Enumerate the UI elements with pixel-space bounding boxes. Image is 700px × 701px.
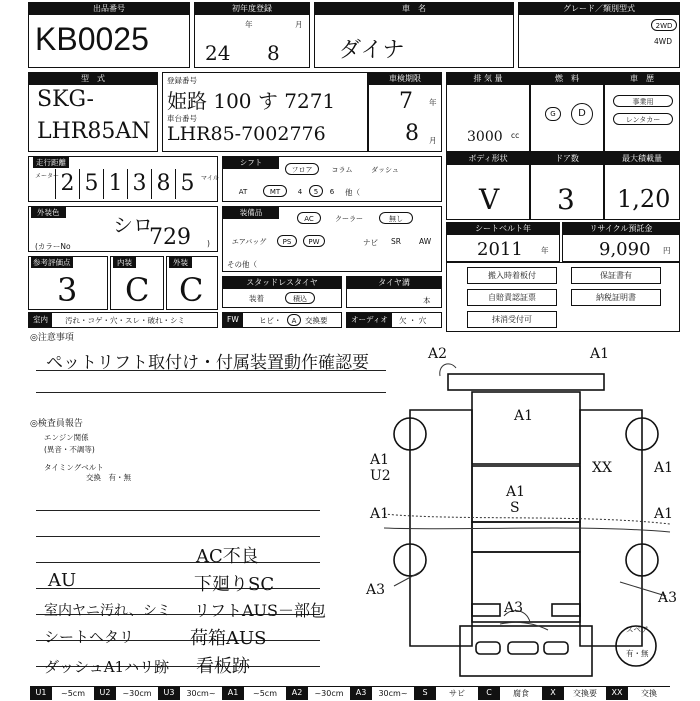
shift-dash-option: ダッシュ (371, 166, 399, 174)
equip-navi-option: ナビ (363, 238, 378, 247)
shift-at-option: AT (238, 188, 248, 196)
tire-label: タイヤ溝 (347, 277, 441, 289)
hand-note-3: リフトAUS－部包 (194, 601, 327, 620)
history-label: 車 歴 (605, 73, 679, 85)
mileage-digit-cells (55, 169, 199, 199)
damage-legend (30, 686, 700, 700)
score-box (28, 256, 108, 310)
history-box (604, 72, 680, 152)
load-value: 1,20 (617, 185, 671, 213)
mark-a1-centre: A1 (506, 484, 526, 500)
legend-description: サビ (436, 686, 478, 700)
exterior-grade-value: C (179, 271, 204, 309)
doors-label: ドア数 (531, 153, 603, 165)
first-reg-year-unit: 年 (245, 20, 253, 29)
color-value: シロ (113, 213, 153, 237)
color-code-label: (カラーNo (35, 242, 71, 251)
legend-description: 腐食 (500, 686, 542, 700)
left-note-2: 室内ヤニ汚れ、シミ (44, 603, 171, 619)
doc-report: 自賠責認証票 (467, 289, 557, 306)
lot-number-value: KB0025 (35, 21, 149, 57)
equip-airbag-option: エアバッグ (231, 238, 267, 246)
mark-a1-left-2: A1 (370, 506, 390, 522)
color-label: 外装色 (31, 207, 66, 218)
lot-number-box (28, 2, 190, 68)
chassis-label: 車台番号 (167, 114, 197, 123)
documents-panel (446, 262, 680, 332)
audio-options: 欠 ・ 穴 (399, 316, 427, 325)
bed-rear-section (472, 552, 580, 622)
inspection-month-unit: 月 (429, 136, 437, 145)
hand-note-5: 看板跡 (196, 656, 250, 677)
mileage-digit: 8 (151, 169, 175, 199)
score-label: 参考評価点 (33, 258, 71, 267)
displacement-unit: cc (511, 131, 520, 140)
seatbelt-value: 2011 (477, 239, 523, 260)
shift-label: シフト (223, 157, 279, 169)
mileage-unit: マイル (201, 175, 219, 182)
displacement-box (446, 72, 530, 152)
doors-box (530, 152, 604, 220)
body-type-value: V (479, 183, 500, 216)
lot-number-label: 出品番号 (29, 3, 189, 15)
interior-grade-box (110, 256, 164, 310)
fw-row (222, 312, 342, 328)
equip-other: その他（ (227, 260, 257, 269)
shift-gear-6: 6 (329, 188, 335, 196)
legend-description: ~5cm (244, 686, 286, 700)
load-box (604, 152, 680, 220)
mark-a3-left: A3 (366, 582, 386, 598)
left-note-3: シートヘタリ (44, 628, 135, 646)
tail-light-right (552, 604, 580, 616)
equip-sr-option: SR (391, 237, 401, 246)
audio-row (346, 312, 442, 328)
doc-arrival: 搬入時着板付 (467, 267, 557, 284)
bed-top-rail (448, 374, 604, 390)
color-code-close: ) (207, 239, 210, 248)
studless-label: スタッドレスタイヤ (223, 277, 341, 289)
model-label: 型 式 (29, 73, 157, 85)
seatbelt-label: シートベルト年 (447, 223, 559, 235)
first-reg-month: 8 (267, 41, 280, 65)
recycle-unit: 円 (663, 246, 671, 255)
studless-fitted: 装着 (249, 294, 264, 303)
recycle-value: 9,090 (599, 239, 651, 260)
history-business-option: 事業用 (613, 95, 673, 107)
inspection-box (368, 72, 442, 152)
mark-a3-bottom: A3 (504, 600, 524, 616)
legend-description: ~30cm (116, 686, 158, 700)
legend-code: XX (606, 686, 628, 700)
color-box (28, 206, 218, 252)
fuel-diesel-option: D (571, 103, 593, 125)
registration-value: 姫路 100 す 7271 (167, 89, 336, 113)
inspection-month: 8 (405, 121, 419, 146)
doc-stamp: 抹消受付可 (467, 311, 557, 328)
exterior-grade-box (166, 256, 218, 310)
mark-a1-left-1: A1 (370, 452, 390, 468)
left-note-4: ダッシュA1ハリ跡 (44, 658, 170, 676)
legend-description: 30cm~ (372, 686, 414, 700)
color-code-value: 729 (149, 225, 191, 250)
vehicle-diagram (380, 346, 680, 686)
fuel-box (530, 72, 604, 152)
mark-a3-right: A3 (658, 590, 678, 606)
mileage-digit: 5 (79, 169, 103, 199)
legend-code: S (414, 686, 436, 700)
legend-description: 30cm~ (180, 686, 222, 700)
equip-aw-option: AW (419, 237, 432, 246)
equip-cooler-option: クーラー (335, 215, 363, 223)
legend-code: X (542, 686, 564, 700)
legend-code: U1 (30, 686, 52, 700)
mark-a2: A2 (428, 346, 448, 362)
first-registration-label: 初年度登録 (195, 3, 309, 15)
doors-value: 3 (557, 183, 575, 216)
mileage-digit: 2 (55, 169, 79, 199)
hand-note-1: AC不良 (196, 546, 259, 567)
left-side-panel (410, 410, 472, 646)
model-line1: SKG- (37, 87, 94, 112)
model-line2: LHR85AN (37, 119, 151, 144)
equip-ac-option: AC (297, 212, 321, 224)
doc-warranty: 保証書有 (571, 267, 661, 284)
equipment-label: 装備品 (223, 207, 279, 219)
mileage-meter-label: メーター (35, 173, 60, 180)
notes-line-1 (36, 370, 386, 371)
shift-gear-4: 4 (297, 188, 303, 196)
shift-gear-5: 5 (309, 185, 323, 197)
equip-ps-option: PS (277, 235, 297, 247)
equipment-box (222, 206, 442, 272)
mileage-box (28, 156, 218, 202)
mileage-label: 走行距離 (33, 157, 69, 168)
equip-none-option: 無し (379, 212, 413, 224)
inspector-timing-exchange: 交換 有・無 (86, 473, 131, 482)
bed-middle-section (472, 522, 580, 552)
mark-a1-top: A1 (590, 346, 610, 362)
seatbelt-unit: 年 (541, 246, 549, 255)
studless-loaded: 積込 (285, 292, 315, 304)
mark-s: S (510, 500, 520, 516)
interior-condition-row (28, 312, 218, 328)
car-name-box (314, 2, 514, 68)
interior-condition-label: 室内 (29, 313, 52, 327)
grade-box (518, 2, 680, 68)
model-box (28, 72, 158, 152)
mark-xx: XX (592, 460, 612, 476)
legend-description: 交換要 (564, 686, 606, 700)
report-line-2 (36, 536, 320, 537)
shift-other: 他（ (345, 188, 360, 197)
first-reg-year: 24 (205, 41, 231, 65)
shift-box (222, 156, 442, 202)
legend-code: A2 (286, 686, 308, 700)
doc-maintenance: 納税証明書 (571, 289, 661, 306)
legend-code: A1 (222, 686, 244, 700)
inspector-timing: タイミングベルト (44, 463, 104, 472)
fw-options: ヒビ・ (259, 316, 282, 325)
body-type-box (446, 152, 530, 220)
history-rental-option: レンタカー (613, 113, 673, 125)
legend-code: U2 (94, 686, 116, 700)
notes-label: ◎注意事項 (30, 333, 74, 343)
interior-grade-label: 内装 (113, 257, 136, 268)
legend-code: A3 (350, 686, 372, 700)
recycle-label: リサイクル預託金 (563, 223, 679, 235)
rear-bumper (460, 626, 592, 676)
legend-description: 交換 (628, 686, 670, 700)
report-line-4 (36, 588, 320, 589)
mark-u2: U2 (370, 468, 391, 484)
notes-text: ペットリフト取付け・付属装置動作確認要 (46, 353, 369, 373)
first-reg-month-unit: 月 (295, 20, 303, 29)
inspector-engine: エンジン関係 (44, 433, 89, 442)
inspector-engine-sub: (異音・不調等) (44, 445, 95, 454)
drive-2wd-option: 2WD (651, 19, 677, 31)
fuel-label: 燃 料 (531, 73, 603, 85)
left-note-1: AU (48, 570, 77, 591)
hand-note-4: 荷箱AUS (190, 628, 267, 649)
shift-column-option: コラム (331, 166, 353, 174)
mileage-digit: 1 (103, 169, 127, 199)
body-type-label: ボディ形状 (447, 153, 529, 165)
fw-exchange: 交換要 (305, 316, 328, 325)
legend-description: ~5cm (52, 686, 94, 700)
shift-mt-option: MT (263, 185, 287, 197)
first-registration-box (194, 2, 310, 68)
legend-code: C (478, 686, 500, 700)
registration-box (162, 72, 368, 152)
seatbelt-box (446, 222, 560, 262)
tire-unit: 本 (423, 296, 431, 305)
hand-note-2: 下廻りSC (194, 574, 275, 595)
tail-light-left (472, 604, 500, 616)
car-name-value: ダイナ (339, 38, 405, 63)
score-value: 3 (57, 271, 78, 309)
spare-options: 有・無 (626, 649, 649, 658)
notes-line-2 (36, 392, 386, 393)
inspection-year: 7 (399, 89, 413, 114)
mark-a1-bed: A1 (514, 408, 534, 424)
inspection-year-unit: 年 (429, 98, 437, 107)
recycle-box (562, 222, 680, 262)
exterior-grade-label: 外装 (169, 257, 192, 268)
inspection-label: 車検期限 (369, 73, 441, 85)
cab-top-view (472, 392, 580, 464)
tire-box (346, 276, 442, 308)
displacement-value: 3000 (467, 129, 503, 145)
bed-front-section (472, 466, 580, 522)
equip-pw-option: PW (303, 235, 325, 247)
fw-label: FW (223, 313, 243, 327)
grade-label: グレード／類別型式 (519, 3, 679, 15)
report-line-3 (36, 562, 320, 563)
interior-grade-value: C (125, 271, 150, 309)
registration-label: 登録番号 (167, 76, 197, 85)
report-line-1 (36, 510, 320, 511)
mileage-digit: 5 (175, 169, 199, 199)
displacement-label: 排 気 量 (447, 73, 529, 85)
audio-label: オーディオ (347, 313, 392, 327)
mileage-digit: 3 (127, 169, 151, 199)
chassis-value: LHR85-7002776 (167, 123, 326, 145)
studless-box (222, 276, 342, 308)
legend-description: ~30cm (308, 686, 350, 700)
inspector-label: ◎検査員報告 (30, 419, 83, 429)
spare-label: スペア (626, 625, 649, 634)
fuel-gas-option: G (545, 107, 561, 121)
mark-a1-right-1: A1 (654, 460, 674, 476)
fw-a-option: A (287, 314, 301, 326)
car-name-label: 車 名 (315, 3, 513, 15)
interior-condition-items: 汚れ・コゲ・穴・スレ・破れ・シミ (65, 316, 185, 325)
mark-a1-right-2: A1 (654, 506, 674, 522)
drive-4wd-option: 4WD (654, 37, 672, 46)
legend-code: U3 (158, 686, 180, 700)
shift-floor-option: フロア (285, 163, 319, 175)
load-label: 最大積載量 (605, 153, 679, 165)
